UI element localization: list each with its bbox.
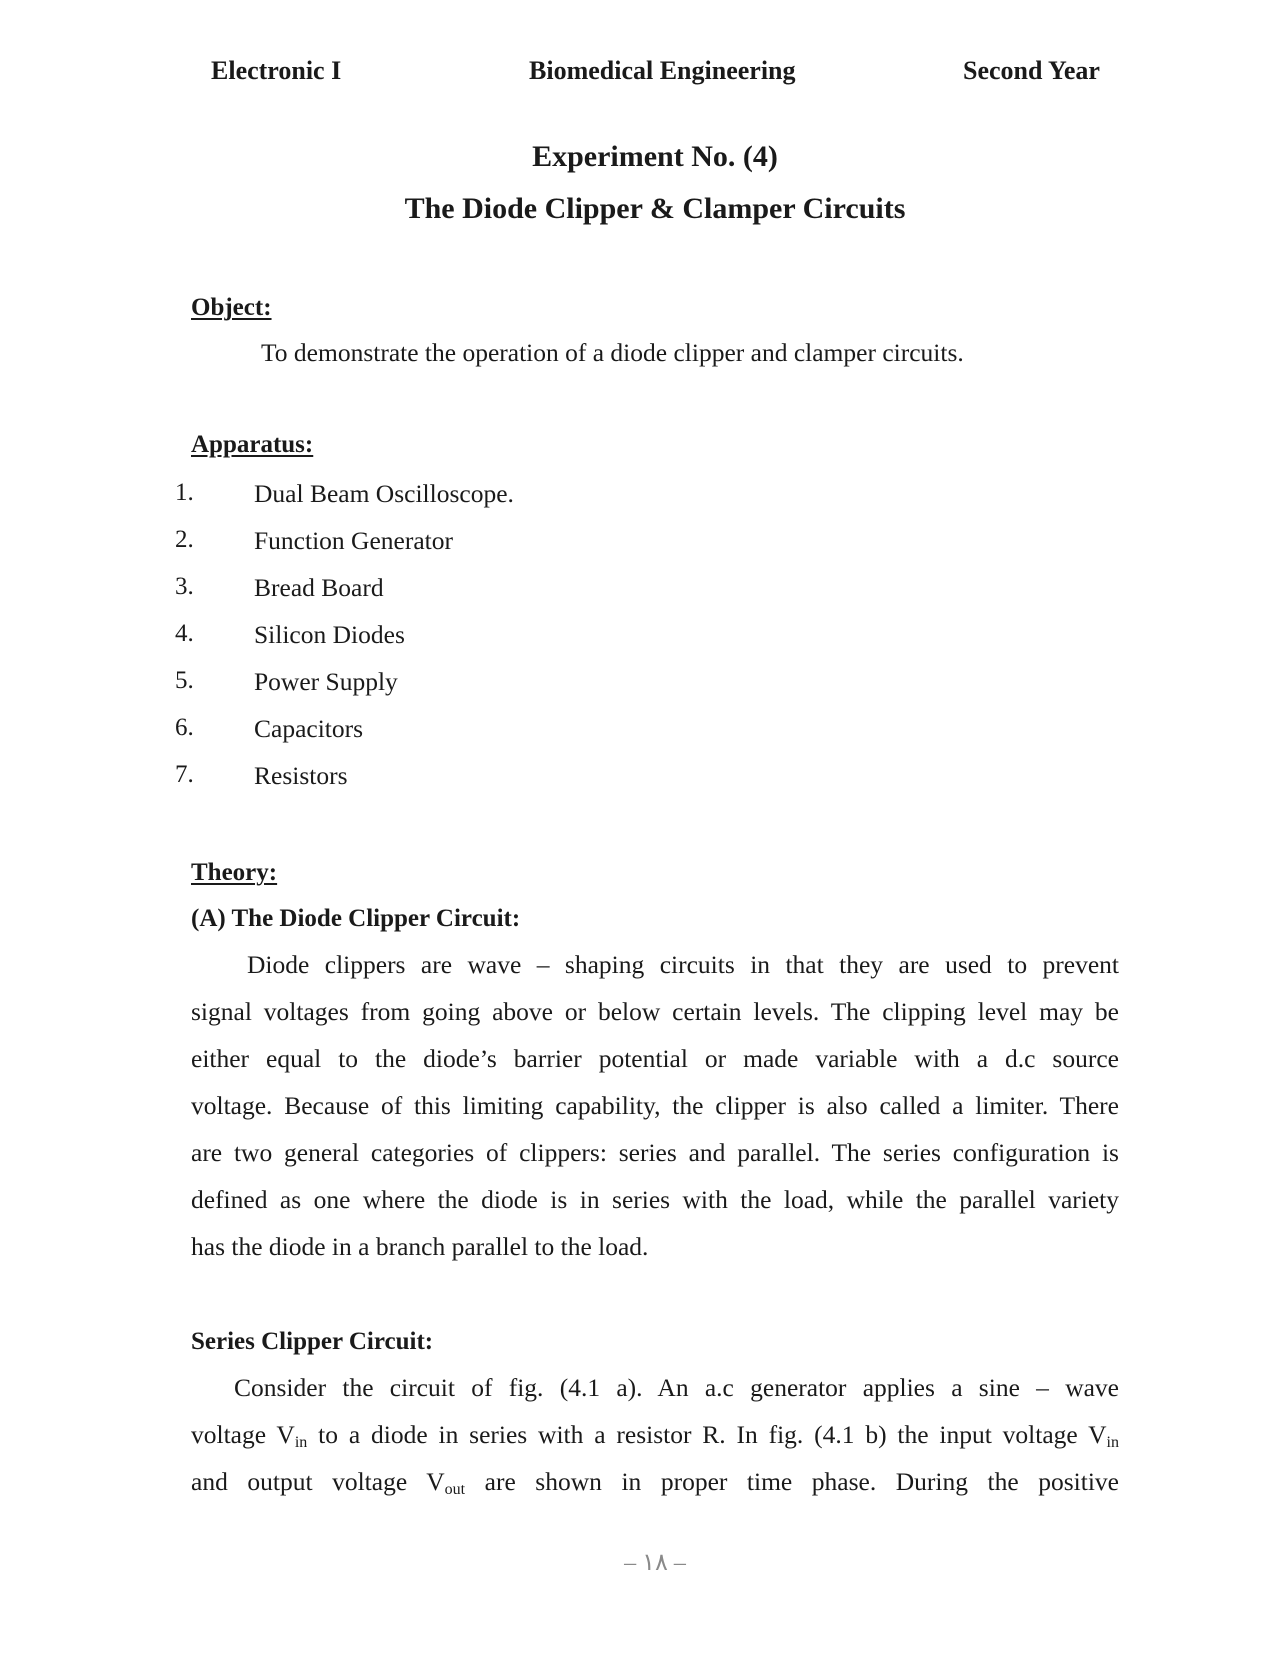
theory-paragraph-line: either equal to the diode’s barrier potential or made variable with a d.c source bbox=[191, 1044, 1119, 1073]
apparatus-item: Bread Board bbox=[254, 573, 384, 602]
apparatus-item: Dual Beam Oscilloscope. bbox=[254, 479, 514, 508]
series-paragraph-line bbox=[191, 1467, 1119, 1497]
apparatus-item: Capacitors bbox=[254, 714, 364, 743]
apparatus-item: Silicon Diodes bbox=[254, 620, 405, 649]
theory-paragraph-line: Diode clippers are wave – shaping circuits in that they are used to prevent bbox=[247, 950, 1119, 979]
vout-subscript: out bbox=[444, 1481, 466, 1498]
apparatus-item-number: 5. bbox=[175, 667, 194, 694]
theory-paragraph-line: has the diode in a branch parallel to the load. bbox=[191, 1232, 649, 1261]
series-text: are shown in proper time phase. During the positive bbox=[465, 1467, 1119, 1496]
apparatus-item-number: 6. bbox=[175, 714, 194, 741]
header-course: Electronic I bbox=[211, 56, 342, 85]
series-text: and output voltage V bbox=[191, 1467, 445, 1496]
vin-subscript: in bbox=[1106, 1434, 1119, 1451]
theory-paragraph-line: voltage. Because of this limiting capability, the clipper is also called a limiter. There bbox=[191, 1091, 1119, 1120]
apparatus-item-number: 3. bbox=[175, 573, 194, 600]
object-heading: Object: bbox=[191, 294, 272, 321]
experiment-title: The Diode Clipper & Clamper Circuits bbox=[404, 192, 906, 225]
apparatus-item: Resistors bbox=[254, 761, 348, 790]
header-department: Biomedical Engineering bbox=[529, 56, 796, 85]
apparatus-item-number: 1. bbox=[175, 479, 194, 506]
object-text: To demonstrate the operation of a diode clipper and clamper circuits. bbox=[261, 338, 964, 367]
theory-paragraph-line: defined as one where the diode is in series with the load, while the parallel variety bbox=[191, 1185, 1119, 1214]
clipper-section-heading: (A) The Diode Clipper Circuit: bbox=[191, 905, 521, 932]
apparatus-item-number: 7. bbox=[175, 761, 194, 788]
series-text: voltage V bbox=[191, 1420, 295, 1449]
apparatus-heading: Apparatus: bbox=[191, 431, 314, 458]
theory-paragraph-line: signal voltages from going above or below certain levels. The clipping level may be bbox=[191, 997, 1119, 1026]
experiment-number: Experiment No. (4) bbox=[532, 140, 778, 173]
header-year: Second Year bbox=[963, 56, 1100, 85]
series-paragraph-line: Consider the circuit of fig. (4.1 a). An a.c generator applies a sine – wave bbox=[234, 1373, 1119, 1402]
apparatus-item: Power Supply bbox=[254, 667, 398, 696]
apparatus-item-number: 2. bbox=[175, 526, 194, 553]
theory-heading: Theory: bbox=[191, 859, 278, 886]
theory-paragraph-line: are two general categories of clippers: series and parallel. The series configuration is bbox=[191, 1138, 1119, 1167]
series-paragraph-line bbox=[191, 1420, 1119, 1450]
page-number: – ١٨ – bbox=[624, 1550, 686, 1576]
apparatus-item-number: 4. bbox=[175, 620, 194, 647]
apparatus-item: Function Generator bbox=[254, 526, 453, 555]
vin-subscript: in bbox=[294, 1434, 308, 1451]
series-text: to a diode in series with a resistor R. In fig. (4.1 b) the input voltage V bbox=[307, 1420, 1107, 1449]
series-clipper-heading: Series Clipper Circuit: bbox=[191, 1328, 434, 1355]
